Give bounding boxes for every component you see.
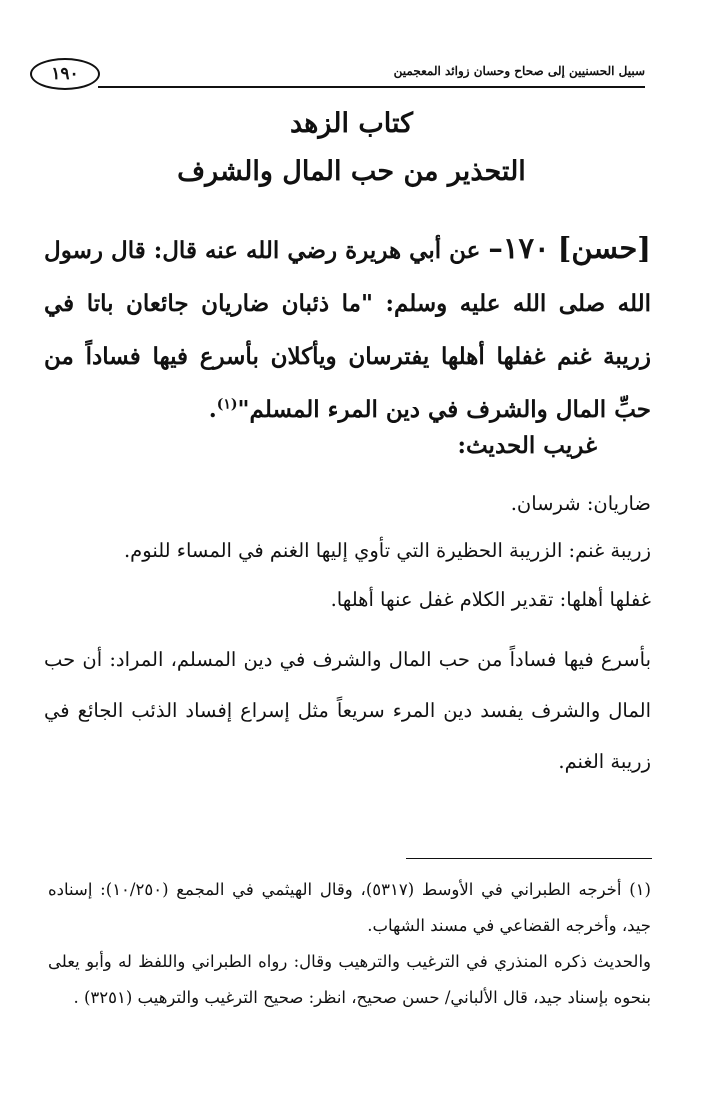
hadith-end-mark: . <box>208 396 217 423</box>
vocab-item: ضاريان: شرسان. <box>510 492 651 515</box>
hadith-body: عن أبي هريرة رضي الله عنه قال: قال رسول الله صلى الله عليه وسلم: "ما ذئبان ضاريان جائعان باتا في زريبة غنم غفلها أهلها يفترسان ويأكلان بأسرع فيها فساداً من حبِّ المال والشرف في دين المرء المسلم" <box>44 237 651 423</box>
footnote-item: والحديث ذكره المنذري في الترغيب والترهيب وقال: رواه الطبراني واللفظ له وأبو يعلى بنحوه بإسناد جيد، قال الألباني/ حسن صحيح، انظر: صحيح الترغيب والترهيب (٣٢٥١) . <box>48 952 651 1007</box>
page-number: ١٩٠ <box>30 58 100 90</box>
footnote-ref[interactable]: (١) <box>216 396 238 413</box>
footnote-item: (١) أخرجه الطبراني في الأوسط (٥٣١٧)، وقال الهيثمي في المجمع (١٠/٢٥٠): إسناده جيد، وأخرجه القضاعي في مسند الشهاب. <box>48 880 651 935</box>
footnote-divider <box>406 858 652 859</box>
running-title: سبيل الحسنيين إلى صحاح وحسان زوائد المعجمين <box>393 64 645 78</box>
hadith-number: ١٧٠– <box>488 231 550 265</box>
header-divider <box>98 86 645 88</box>
chapter-title: التحذير من حب المال والشرف <box>177 156 526 187</box>
hadith-grade: [حسن] <box>557 231 651 265</box>
book-title: كتاب الزهد <box>289 108 414 139</box>
page-header <box>30 56 645 96</box>
footnotes <box>48 872 651 1016</box>
vocab-item: بأسرع فيها فساداً من حب المال والشرف في دين المسلم، المراد: أن حب المال والشرف يفسد دين المرء سريعاً مثل إسراع إفساد الذئب الجائع في زريبة الغنم. <box>44 648 651 773</box>
vocab-item: غفلها أهلها: تقدير الكلام غفل عنها أهلها. <box>330 588 651 611</box>
hadith-text <box>44 222 651 436</box>
gharib-heading: غريب الحديث: <box>457 432 597 459</box>
vocab-item: زريبة غنم: الزريبة الحظيرة التي تأوي إليها الغنم في المساء للنوم. <box>123 539 651 562</box>
